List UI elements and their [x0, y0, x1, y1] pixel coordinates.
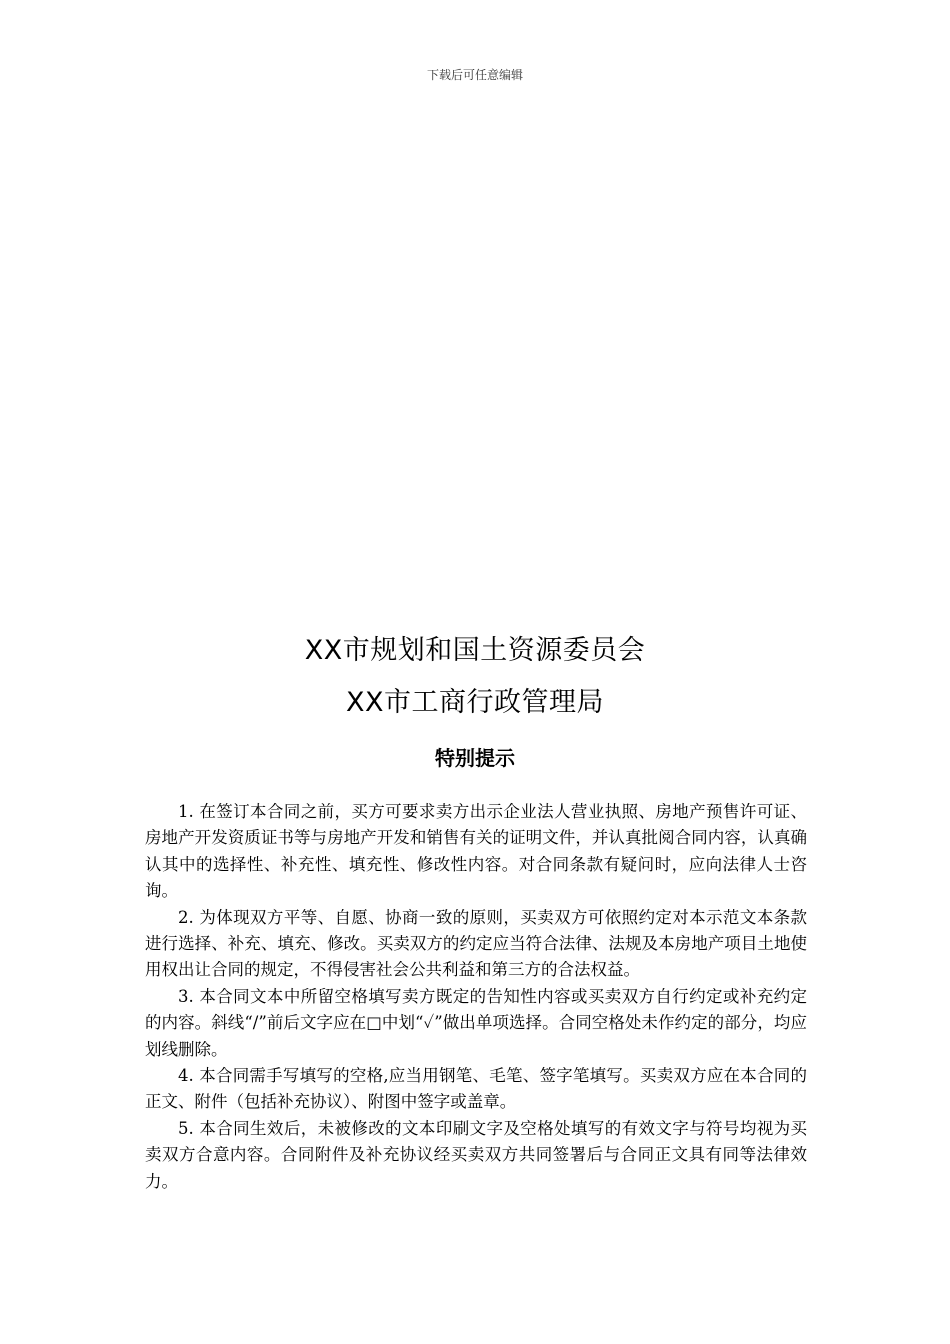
issuer-title-planning-commission: XX市规划和国土资源委员会: [304, 635, 646, 666]
download-note: 下载后可任意编辑: [426, 68, 523, 82]
notice-paragraph-2: 2. 为体现双方平等、自愿、协商一致的原则，买卖双方可依照约定对本示范文本条款进行选择、补充、填充、修改。买卖双方的约定应当符合法律、法规及本房地产项目土地使用权出让合同的规定，不得侵害社会公共利益和第三方的合法权益。: [145, 907, 807, 980]
notice-paragraph-4: 4. 本合同需手写填写的空格,应当用钢笔、毛笔、签字笔填写。买卖双方应在本合同的正文、附件（包括补充协议）、附图中签字或盖章。: [145, 1066, 807, 1112]
special-notice-body: [145, 799, 807, 1195]
notice-paragraph-1: 1. 在签订本合同之前，买方可要求卖方出示企业法人营业执照、房地产预售许可证、房地产开发资质证书等与房地产开发和销售有关的证明文件，并认真批阅合同内容，认真确认其中的选择性、补充性、填充性、修改性内容。对合同条款有疑问时，应向法律人士咨询。: [145, 802, 807, 901]
notice-paragraph-5: 5. 本合同生效后，未被修改的文本印刷文字及空格处填写的有效文字与符号均视为买卖双方合意内容。合同附件及补充协议经买卖双方共同签署后与合同正文具有同等法律效力。: [145, 1118, 807, 1191]
special-notice-heading: 特别提示: [435, 746, 515, 770]
notice-paragraph-3: 3. 本合同文本中所留空格填写卖方既定的告知性内容或买卖双方自行约定或补充约定的内容。斜线“/”前后文字应在□中划“✓”做出单项选择。合同空格处未作约定的部分，均应划线删除。: [145, 986, 807, 1059]
issuer-title-industry-commerce-bureau: XX市工商行政管理局: [346, 687, 604, 718]
